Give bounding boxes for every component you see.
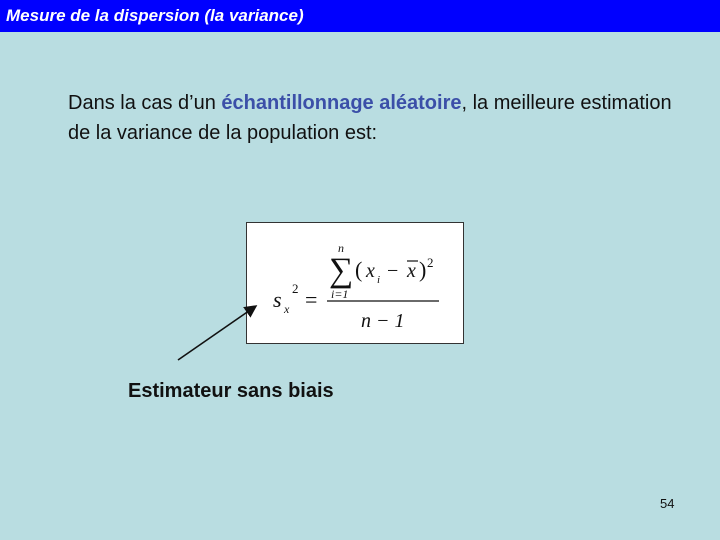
formula-xi: x: [366, 260, 375, 282]
formula-sum-upper: n: [338, 241, 344, 255]
formula-close-paren: ): [419, 257, 427, 282]
formula-open-paren: (: [355, 257, 363, 282]
caption-label: Estimateur sans biais: [128, 380, 334, 402]
formula-s-superscript: 2: [292, 281, 299, 296]
formula-equals: =: [305, 287, 318, 312]
body-text-after: , la meilleure estimation de la variance de la population est:: [68, 92, 672, 144]
formula-s-subscript: x: [284, 302, 290, 316]
formula-xbar: x: [407, 260, 416, 282]
formula-s: s: [273, 287, 282, 312]
formula-minus: −: [387, 260, 399, 282]
sigma-symbol: ∑: [329, 252, 354, 289]
formula-xi-subscript: i: [377, 274, 381, 286]
page-number: 54: [660, 496, 675, 511]
emphasis-text: échantillonnage aléatoire: [221, 92, 462, 114]
arrow-line: [178, 306, 256, 360]
formula-exponent: 2: [427, 255, 434, 270]
slide-title: Mesure de la dispersion (la variance): [6, 6, 304, 25]
formula-sum-lower: i=1: [331, 287, 349, 301]
formula-denominator: n − 1: [361, 310, 405, 332]
body-text-before: Dans la cas d’un: [68, 92, 222, 114]
